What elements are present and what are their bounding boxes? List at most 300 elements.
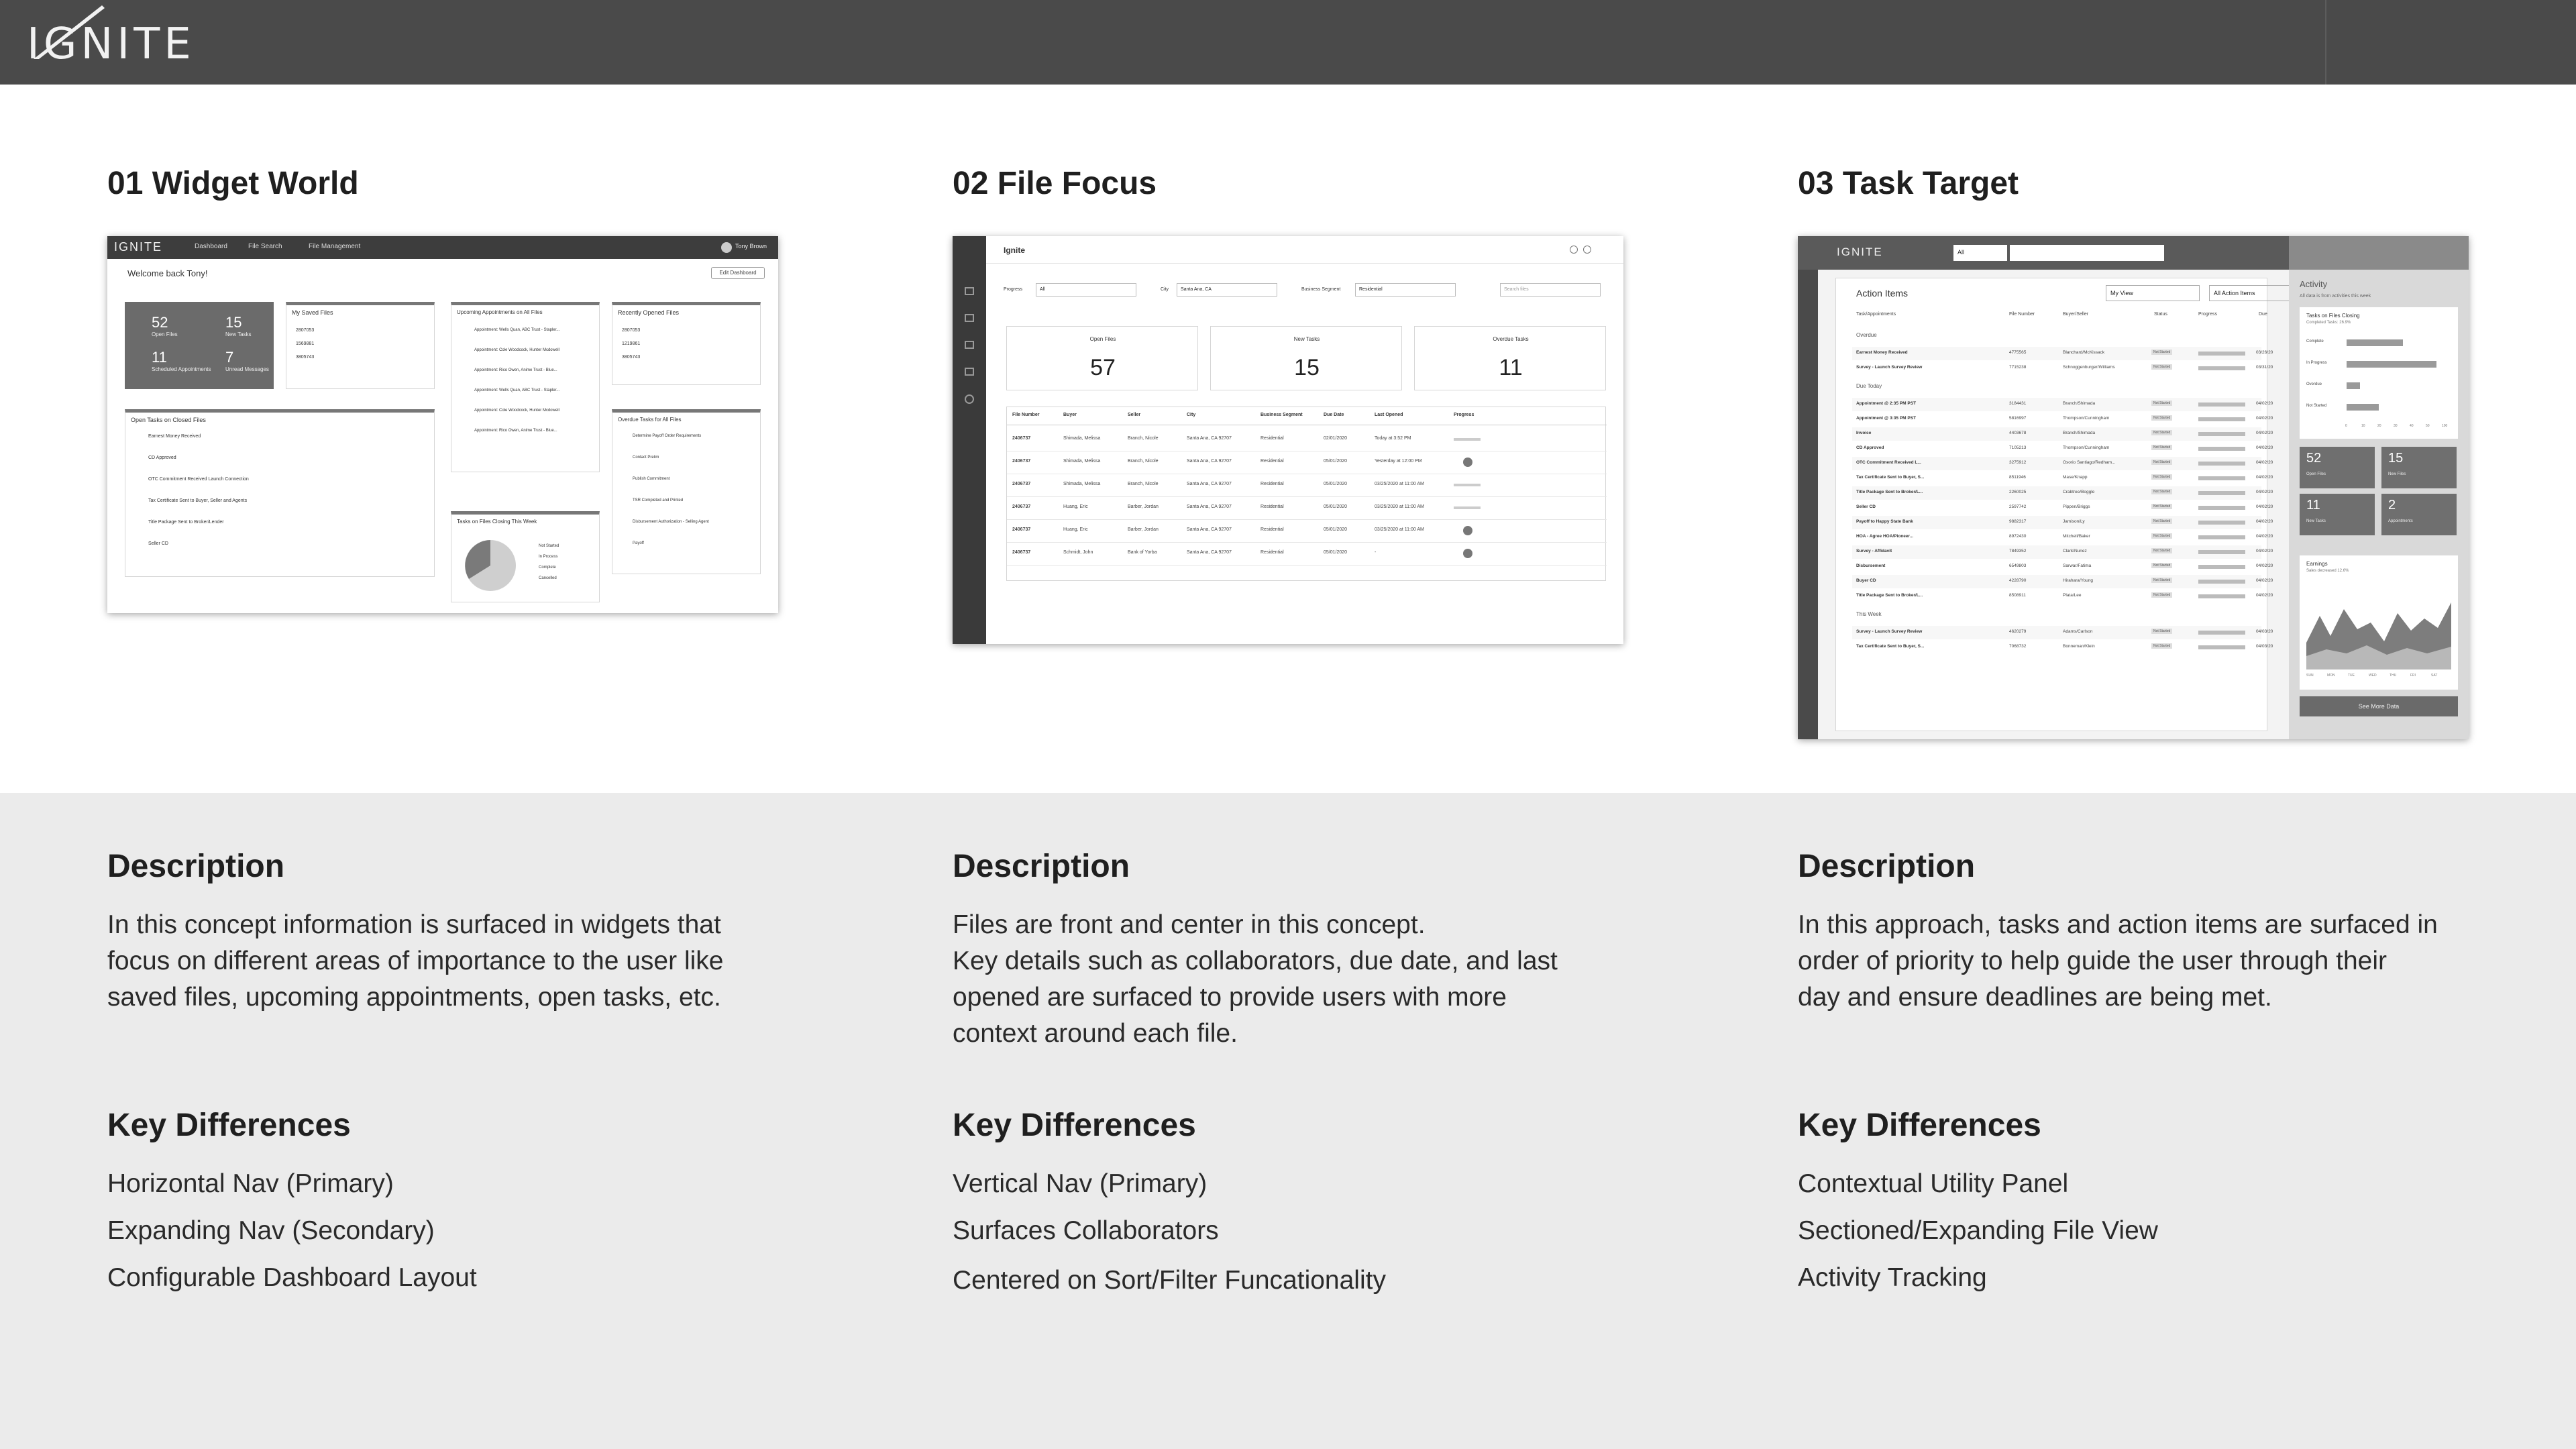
thumb1-pie-chart xyxy=(464,539,517,592)
table-cell: Shimada, Melissa xyxy=(1063,482,1101,486)
thumb1-overdue-task[interactable]: Disbursement Authorization - Selling Agent xyxy=(633,520,709,524)
bar xyxy=(2347,404,2379,411)
thumb3-earnings-area-chart xyxy=(2306,589,2451,669)
task-name: CD Approved xyxy=(1856,445,1884,450)
task-status-badge: Not Started xyxy=(2151,629,2172,634)
thumb3-see-more-button[interactable]: See More Data xyxy=(2300,696,2458,716)
thumb2-column-header[interactable]: Due Date xyxy=(1324,413,1344,417)
task-row[interactable] xyxy=(1852,516,2273,529)
table-cell: Huang, Eric xyxy=(1063,527,1088,532)
day-label: SUN xyxy=(2306,674,2314,678)
thumb1-open-task[interactable]: Earnest Money Received xyxy=(148,434,201,439)
table-cell: 2406737 xyxy=(1012,459,1031,464)
check-icon xyxy=(1463,549,1472,558)
thumb1-appointment[interactable]: Appointment: Rico Owen, Anime Trust - Blue... xyxy=(474,429,557,433)
task-row[interactable] xyxy=(1852,626,2273,639)
table-cell: Shimada, Melissa xyxy=(1063,459,1101,464)
table-cell: - xyxy=(1375,550,1377,555)
thumb2-column-header[interactable]: Buyer xyxy=(1063,413,1077,417)
thumb3-side-nav xyxy=(1798,270,1818,739)
table-cell: Branch, Nicole xyxy=(1128,482,1159,486)
thumb3-earnings-title: Earnings xyxy=(2306,561,2328,567)
thumb1-nav-dashboard[interactable]: Dashboard xyxy=(195,243,227,250)
task-progress-bar xyxy=(2198,550,2245,554)
axis-tick: 10 xyxy=(2361,424,2365,428)
task-due-date: 04/03/20 xyxy=(2256,629,2273,634)
thumb1-stat-appointments: 11 xyxy=(152,349,167,366)
task-name: HOA - Agree HOA/Pioneer... xyxy=(1856,534,1914,539)
task-file-number: 3184431 xyxy=(2009,401,2027,406)
description-line: Key details such as collaborators, due date, and last xyxy=(953,947,1558,975)
task-name: Survey - Launch Survey Review xyxy=(1856,365,1923,370)
concept-3-description-heading: Description xyxy=(1798,849,1976,884)
thumb1-overdue-task[interactable]: Contact Prelim xyxy=(633,455,659,460)
task-row[interactable] xyxy=(1852,575,2273,588)
thumb3-section-label[interactable]: Overdue xyxy=(1856,332,1877,338)
table-cell: Santa Ana, CA 92707 xyxy=(1187,550,1232,555)
thumb3-chart-title: Tasks on Files Closing xyxy=(2306,313,2360,319)
thumb2-column-header[interactable]: Last Opened xyxy=(1375,413,1403,417)
task-file-number: 8508911 xyxy=(2009,593,2026,598)
thumb1-stat-open-files: 52 xyxy=(152,314,168,331)
task-due-date: 04/02/20 xyxy=(2256,460,2273,465)
task-status-badge: Not Started xyxy=(2151,578,2172,583)
description-line: context around each file. xyxy=(953,1019,1238,1048)
concept-1-key-difference: Horizontal Nav (Primary) xyxy=(107,1169,394,1198)
thumb1-open-task[interactable]: Tax Certificate Sent to Buyer, Seller and Agents xyxy=(148,498,248,503)
thumb3-items-select[interactable]: All Action Items xyxy=(2209,285,2303,301)
task-progress-bar xyxy=(2198,535,2245,539)
thumb2-stat-label: New Tasks xyxy=(1293,336,1320,342)
thumb3-column-header[interactable]: Status xyxy=(2154,312,2167,317)
task-progress-bar xyxy=(2198,580,2245,584)
table-row[interactable] xyxy=(1007,523,1607,543)
thumb2-vertical-nav xyxy=(953,236,986,644)
thumb3-action-items[interactable] xyxy=(1835,278,2273,731)
task-file-number: 6549803 xyxy=(2009,564,2027,568)
concept-2-key-difference: Vertical Nav (Primary) xyxy=(953,1169,1208,1198)
task-name: Survey - Affidavit xyxy=(1856,549,1892,553)
thumb1-open-task[interactable]: OTC Commitment Received Launch Connection xyxy=(148,477,249,482)
bar xyxy=(2347,339,2403,346)
task-name: Seller CD xyxy=(1856,504,1876,509)
description-line: saved files, upcoming appointments, open tasks, etc. xyxy=(107,983,721,1012)
task-name: Disbursement xyxy=(1856,564,1886,568)
task-progress-bar xyxy=(2198,565,2245,569)
task-status-badge: Not Started xyxy=(2151,400,2172,406)
thumb3-view-select[interactable]: My View xyxy=(2106,285,2200,301)
thumb1-widget-title: Tasks on Files Closing This Week xyxy=(457,519,537,525)
thumb1-edit-button[interactable]: Edit Dashboard xyxy=(711,267,765,279)
concept-3-key-difference: Activity Tracking xyxy=(1798,1263,1987,1292)
thumb3-column-header[interactable]: File Number xyxy=(2009,312,2035,317)
thumb1-widget-title: Open Tasks on Closed Files xyxy=(131,417,206,423)
thumb1-overdue-task[interactable]: Determine Payoff Order Requirements xyxy=(633,434,702,438)
thumb1-appointment[interactable]: Appointment: Wells Quan, ABC Trust - Stapler... xyxy=(474,388,560,392)
thumb1-appointment[interactable]: Appointment: Wells Quan, ABC Trust - Stapler... xyxy=(474,328,560,332)
thumb1-widget-saved-files[interactable] xyxy=(286,302,435,389)
thumb2-notification-icon[interactable] xyxy=(1570,246,1578,254)
concept-1-key-difference: Expanding Nav (Secondary) xyxy=(107,1216,435,1245)
thumb1-widget-closing-this-week[interactable] xyxy=(451,511,600,602)
thumb1-overdue-task[interactable]: TSR Completed and Printed xyxy=(633,498,684,502)
day-label: WED xyxy=(2369,674,2377,678)
concept-2-key-differences-heading: Key Differences xyxy=(953,1108,1196,1143)
stat-tile-label: New Files xyxy=(2388,472,2406,476)
thumb1-avatar[interactable] xyxy=(721,242,732,253)
table-cell: Schmidt, John xyxy=(1063,550,1093,555)
thumb1-recent-file[interactable]: 2807053 xyxy=(622,328,641,333)
thumb2-column-header[interactable]: Seller xyxy=(1128,413,1141,417)
task-row[interactable] xyxy=(1852,545,2273,559)
task-status-badge: Not Started xyxy=(2151,548,2172,553)
bar xyxy=(2347,382,2360,389)
thumb2-nav-mail-icon[interactable] xyxy=(965,341,974,349)
ignite-logo[interactable] xyxy=(27,19,195,70)
thumb2-stat-label: Overdue Tasks xyxy=(1493,336,1529,342)
stat-tile-label: Appointments xyxy=(2388,519,2413,523)
task-file-number: 5816997 xyxy=(2009,416,2027,421)
task-progress-bar xyxy=(2198,491,2245,495)
thumb3-bar-chart xyxy=(2300,334,2458,435)
table-row[interactable] xyxy=(1007,454,1607,474)
table-row[interactable] xyxy=(1007,431,1607,451)
stat-tile[interactable] xyxy=(2381,447,2457,488)
table-cell: Shimada, Melissa xyxy=(1063,436,1101,441)
descriptions-section xyxy=(0,793,2576,1449)
table-row[interactable] xyxy=(1007,477,1607,497)
stat-tile-label: Open Files xyxy=(2306,472,2326,476)
thumb1-open-task[interactable]: Title Package Sent to Broker/Lender xyxy=(148,520,224,525)
task-parties: Blanchard/McKissack xyxy=(2063,350,2105,355)
task-row[interactable] xyxy=(1852,413,2273,426)
thumb1-saved-file[interactable]: 2807053 xyxy=(296,328,315,333)
thumb2-nav-folder-icon[interactable] xyxy=(965,314,974,322)
task-due-date: 04/02/20 xyxy=(2256,593,2273,598)
task-row[interactable] xyxy=(1852,641,2273,654)
thumb3-utility-bar xyxy=(2289,236,2469,270)
thumb3-column-header[interactable]: Buyer/Seller xyxy=(2063,312,2089,317)
concept-1-description-heading: Description xyxy=(107,849,285,884)
table-cell: Residential xyxy=(1260,436,1284,441)
task-file-number: 4403678 xyxy=(2009,431,2027,435)
thumb2-filter-progress[interactable]: All xyxy=(1036,283,1136,297)
stat-tile[interactable] xyxy=(2300,494,2375,535)
thumb1-recent-file[interactable]: 3805743 xyxy=(622,355,641,360)
thumb2-stat-value: 11 xyxy=(1499,355,1523,380)
thumb1-open-task[interactable]: CD Approved xyxy=(148,455,176,460)
task-row[interactable] xyxy=(1852,472,2273,485)
thumb2-stat-label: Open Files xyxy=(1089,336,1116,342)
concept-3-key-difference: Contextual Utility Panel xyxy=(1798,1169,2069,1198)
task-file-number: 9882317 xyxy=(2009,519,2027,524)
thumb3-chart-subtitle: Completed Tasks: 26.9% xyxy=(2306,321,2351,325)
bar-label: Not Started xyxy=(2306,404,2327,408)
task-file-number: 4620279 xyxy=(2009,629,2027,634)
thumb3-activity-title: Activity xyxy=(2300,279,2328,289)
task-status-badge: Not Started xyxy=(2151,643,2172,649)
concept-1-key-differences-heading: Key Differences xyxy=(107,1108,351,1143)
table-cell: 05/01/2020 xyxy=(1324,504,1348,509)
task-status-badge: Not Started xyxy=(2151,415,2172,421)
thumb3-section-label[interactable]: This Week xyxy=(1856,611,1882,617)
task-progress-bar xyxy=(2198,352,2245,356)
thumb2-stat-value: 15 xyxy=(1294,355,1320,380)
task-due-date: 03/26/20 xyxy=(2256,350,2273,355)
task-status-badge: Not Started xyxy=(2151,364,2172,370)
concept-2-description xyxy=(953,907,1610,1052)
thumb2-column-header[interactable]: File Number xyxy=(1012,413,1040,417)
widget-world-screenshot[interactable] xyxy=(107,236,778,613)
table-cell: Santa Ana, CA 92707 xyxy=(1187,527,1232,532)
thumb3-column-header[interactable]: Due xyxy=(2259,312,2267,317)
thumb1-appointment[interactable]: Appointment: Cole Woodcock, Hunter Mcdowell xyxy=(474,409,559,413)
task-progress-bar xyxy=(2198,417,2245,421)
bar-label: In Progress xyxy=(2306,361,2327,365)
thumb1-overdue-task[interactable]: Publish Commitment xyxy=(633,477,670,481)
task-due-date: 04/02/20 xyxy=(2256,549,2273,553)
task-file-number: 2260025 xyxy=(2009,490,2027,494)
axis-tick: 40 xyxy=(2410,424,2414,428)
task-parties: Bonneman/Klein xyxy=(2063,644,2095,649)
app-header xyxy=(0,0,2576,85)
description-line: In this concept information is surfaced in widgets that xyxy=(107,910,721,939)
table-cell: Residential xyxy=(1260,504,1284,509)
stat-tile[interactable] xyxy=(2381,494,2457,535)
thumb2-stat-value: 57 xyxy=(1090,355,1116,380)
task-name: Invoice xyxy=(1856,431,1872,435)
task-file-number: 4228790 xyxy=(2009,578,2027,583)
thumb1-stats-widget xyxy=(125,302,274,389)
header-divider xyxy=(2325,0,2326,85)
task-progress-bar xyxy=(2198,462,2245,466)
thumb1-saved-file[interactable]: 3805743 xyxy=(296,355,315,360)
table-cell: 03/25/2020 at 11:00 AM xyxy=(1375,482,1424,486)
thumb2-search-input[interactable]: Search files xyxy=(1500,283,1601,297)
task-status-badge: Not Started xyxy=(2151,519,2172,524)
task-status-badge: Not Started xyxy=(2151,460,2172,465)
thumb3-earnings-subtitle: Sales decreased 12.6% xyxy=(2306,569,2349,573)
description-line: order of priority to help guide the user through their xyxy=(1798,947,2387,975)
task-due-date: 04/03/20 xyxy=(2256,644,2273,649)
thumb3-earnings-card xyxy=(2300,555,2458,690)
task-progress-bar xyxy=(2198,447,2245,451)
thumb1-widget-appointments[interactable] xyxy=(451,302,600,472)
stat-tile-label: New Tasks xyxy=(2306,519,2326,523)
thumb1-saved-file[interactable]: 1569881 xyxy=(296,341,315,346)
thumb1-widget-title: Upcoming Appointments on All Files xyxy=(457,309,543,315)
thumb3-earnings-days xyxy=(2306,674,2451,682)
thumb3-search-input[interactable] xyxy=(2010,245,2164,261)
concept-2-title: 02 File Focus xyxy=(953,166,1157,201)
row-divider xyxy=(1007,542,1607,543)
task-file-number: 2597742 xyxy=(2009,504,2027,509)
task-row[interactable] xyxy=(1852,501,2273,515)
description-line: In this approach, tasks and action items are surfaced in xyxy=(1798,910,2438,939)
thumb2-nav-calendar-icon[interactable] xyxy=(965,368,974,376)
thumb1-stat-messages-label: Unread Messages xyxy=(225,366,269,372)
task-row[interactable] xyxy=(1852,560,2273,574)
thumb1-pie-legend: In Process xyxy=(539,555,558,559)
thumb3-activity-panel xyxy=(2289,270,2469,739)
table-cell: Branch, Nicole xyxy=(1128,459,1159,464)
task-status-badge: Not Started xyxy=(2151,445,2172,450)
task-due-date: 04/02/20 xyxy=(2256,445,2273,450)
task-status-badge: Not Started xyxy=(2151,489,2172,494)
thumb2-profile-icon[interactable] xyxy=(1583,246,1591,254)
task-parties: Mitchell/Baker xyxy=(2063,534,2090,539)
thumb2-nav-help-icon[interactable] xyxy=(965,394,974,404)
concept-1-description xyxy=(107,907,765,1016)
task-parties: Clark/Nunez xyxy=(2063,549,2087,553)
task-progress-bar xyxy=(2198,645,2245,649)
thumb2-filter-label: Progress xyxy=(1004,287,1023,292)
task-parties: Plata/Lee xyxy=(2063,593,2082,598)
axis-tick: 20 xyxy=(2377,424,2381,428)
thumb2-column-header[interactable]: Business Segment xyxy=(1260,413,1303,417)
thumb1-nav-file-management[interactable]: File Management xyxy=(309,243,361,250)
check-icon xyxy=(1463,526,1472,535)
thumb1-user: Tony Brown xyxy=(735,243,767,250)
row-divider xyxy=(1007,565,1607,566)
thumb1-stat-appointments-label: Scheduled Appointments xyxy=(152,366,211,372)
task-name: Earnest Money Received xyxy=(1856,350,1908,355)
task-due-date: 03/31/20 xyxy=(2256,365,2273,370)
table-cell: Today at 3:52 PM xyxy=(1375,436,1411,441)
thumb3-column-header[interactable]: Task/Appointments xyxy=(1856,312,1896,317)
concept-1-title: 01 Widget World xyxy=(107,166,359,201)
logo-slash-mark xyxy=(27,5,107,66)
task-status-badge: Not Started xyxy=(2151,592,2172,598)
task-due-date: 04/02/20 xyxy=(2256,401,2273,406)
table-cell: Santa Ana, CA 92707 xyxy=(1187,459,1232,464)
task-parties: Thompson/Cunningham xyxy=(2063,416,2110,421)
table-cell: Santa Ana, CA 92707 xyxy=(1187,482,1232,486)
progress-bar xyxy=(1454,484,1481,486)
progress-bar xyxy=(1454,506,1481,509)
task-row[interactable] xyxy=(1852,398,2273,411)
task-name: Payoff to Happy State Bank xyxy=(1856,519,1913,524)
thumb1-widget-overdue[interactable] xyxy=(612,409,761,574)
thumb2-nav-home-icon[interactable] xyxy=(965,287,974,295)
table-cell: Residential xyxy=(1260,527,1284,532)
task-parties: Adams/Carlson xyxy=(2063,629,2093,634)
thumb2-filter-segment[interactable]: Residential xyxy=(1355,283,1456,297)
table-cell: Yesterday at 12:00 PM xyxy=(1375,459,1422,464)
task-row[interactable] xyxy=(1852,486,2273,500)
concept-2-key-difference: Centered on Sort/Filter Funcationality xyxy=(953,1266,1386,1295)
thumb2-filter-city[interactable]: Santa Ana, CA xyxy=(1177,283,1277,297)
task-file-number: 8972430 xyxy=(2009,534,2027,539)
file-focus-screenshot[interactable] xyxy=(953,236,1623,644)
task-due-date: 04/02/20 xyxy=(2256,578,2273,583)
table-row[interactable] xyxy=(1007,500,1607,520)
thumb2-files-table[interactable] xyxy=(1006,407,1606,581)
thumb1-appointment[interactable]: Appointment: Rico Owen, Anime Trust - Blue... xyxy=(474,368,557,372)
thumb1-stat-new-tasks: 15 xyxy=(225,314,242,331)
table-cell: 2406737 xyxy=(1012,482,1031,486)
task-progress-bar xyxy=(2198,476,2245,480)
day-label: THU xyxy=(2390,674,2397,678)
table-cell: 05/01/2020 xyxy=(1324,550,1348,555)
thumb1-appointment[interactable]: Appointment: Cole Woodcock, Hunter Mcdowell xyxy=(474,348,559,352)
task-progress-bar xyxy=(2198,594,2245,598)
thumb3-task-list xyxy=(1836,308,2273,731)
task-target-screenshot[interactable] xyxy=(1798,236,2469,739)
task-row[interactable] xyxy=(1852,457,2273,470)
thumb2-column-header[interactable]: Progress xyxy=(1454,413,1474,417)
thumb1-recent-file[interactable]: 1219861 xyxy=(622,341,641,346)
task-parties: Branch/Shimada xyxy=(2063,401,2096,406)
stat-tile-value: 15 xyxy=(2388,451,2404,466)
thumb3-logo: IGNITE xyxy=(1837,246,1883,258)
task-row[interactable] xyxy=(1852,427,2273,441)
task-progress-bar xyxy=(2198,366,2245,370)
thumb2-column-header[interactable]: City xyxy=(1187,413,1196,417)
thumb1-pie-legend: Complete xyxy=(539,566,556,570)
task-row[interactable] xyxy=(1852,347,2273,360)
task-row[interactable] xyxy=(1852,362,2273,375)
thumb3-section-label[interactable]: Due Today xyxy=(1856,383,1882,389)
table-cell: Residential xyxy=(1260,482,1284,486)
thumb1-nav-file-search[interactable]: File Search xyxy=(248,243,282,250)
stat-tile-value: 11 xyxy=(2306,498,2320,513)
task-row[interactable] xyxy=(1852,442,2273,455)
task-row[interactable] xyxy=(1852,531,2273,544)
task-row[interactable] xyxy=(1852,590,2273,603)
progress-bar xyxy=(1454,438,1481,441)
table-row[interactable] xyxy=(1007,545,1607,566)
task-status-badge: Not Started xyxy=(2151,563,2172,568)
thumb1-open-task[interactable]: Seller CD xyxy=(148,541,168,546)
thumb1-widget-recent-files[interactable] xyxy=(612,302,761,385)
thumb2-title: Ignite xyxy=(1004,246,1025,255)
day-label: FRI xyxy=(2410,674,2416,678)
thumb1-stat-new-tasks-label: New Tasks xyxy=(225,331,252,337)
task-file-number: 4775565 xyxy=(2009,350,2027,355)
table-cell: Santa Ana, CA 92707 xyxy=(1187,436,1232,441)
thumb3-column-header[interactable]: Progress xyxy=(2198,312,2218,317)
bar-label: Complete xyxy=(2306,339,2324,343)
table-cell: 05/01/2020 xyxy=(1324,482,1348,486)
thumb3-search-scope[interactable]: All xyxy=(1953,245,2007,261)
concept-3-key-differences-heading: Key Differences xyxy=(1798,1108,2041,1143)
thumb1-widget-open-tasks[interactable] xyxy=(125,409,435,577)
stat-tile[interactable] xyxy=(2300,447,2375,488)
concept-3-title: 03 Task Target xyxy=(1798,166,2019,201)
thumb2-stat-overdue-tasks xyxy=(1414,326,1606,390)
table-cell: 03/25/2020 at 11:00 AM xyxy=(1375,504,1424,509)
thumb1-nav xyxy=(107,236,778,259)
thumb1-widget-title: My Saved Files xyxy=(292,309,333,316)
task-progress-bar xyxy=(2198,521,2245,525)
task-file-number: 7715238 xyxy=(2009,365,2027,370)
task-progress-bar xyxy=(2198,631,2245,635)
thumb1-stat-messages: 7 xyxy=(225,349,234,366)
task-name: Tax Certificate Sent to Buyer, S... xyxy=(1856,644,1925,649)
thumb1-overdue-task[interactable]: Payoff xyxy=(633,541,644,545)
table-cell: 2406737 xyxy=(1012,527,1031,532)
task-status-badge: Not Started xyxy=(2151,350,2172,355)
task-name: Survey - Launch Survey Review xyxy=(1856,629,1923,634)
task-file-number: 7849352 xyxy=(2009,549,2027,553)
thumb2-stat-open-files xyxy=(1006,326,1198,390)
task-parties: Sarwar/Fatima xyxy=(2063,564,2092,568)
table-cell: Branch, Nicole xyxy=(1128,436,1159,441)
table-cell: Residential xyxy=(1260,459,1284,464)
thumb3-activity-subtitle: All data is from activities this week xyxy=(2300,294,2371,299)
task-due-date: 04/02/20 xyxy=(2256,564,2273,568)
